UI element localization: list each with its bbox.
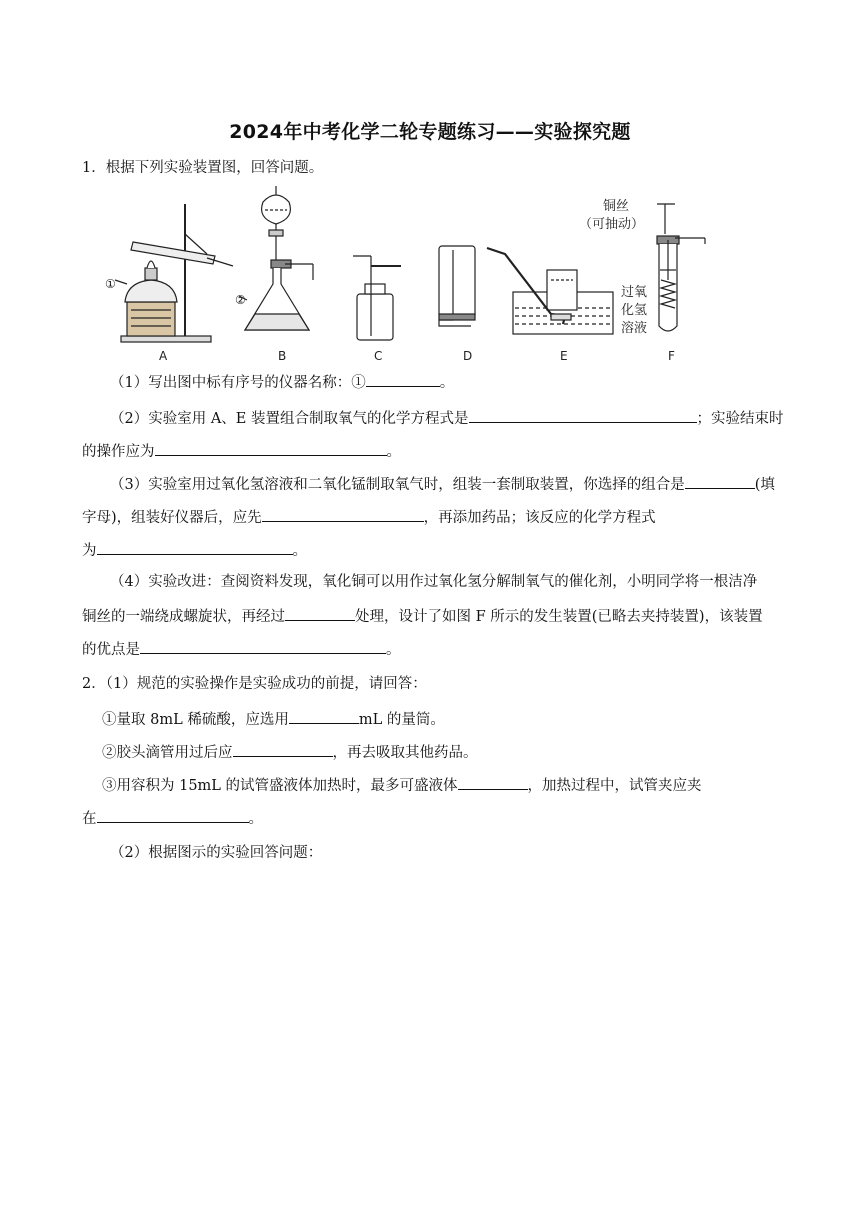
apparatus-a [115, 204, 233, 342]
q1-part2-line2: 的操作应为 。 [82, 440, 401, 462]
q1-part4-line3: 的优点是 。 [82, 638, 401, 660]
apparatus-e [487, 248, 613, 334]
answer-blank-2[interactable] [469, 407, 697, 423]
answer-blank-5[interactable] [262, 506, 424, 522]
marker-1-label: ① [105, 277, 116, 291]
label-c: C [374, 349, 383, 363]
answer-blank-9[interactable] [289, 708, 359, 724]
answer-blank-1[interactable] [366, 371, 440, 387]
q2-stem: 2．（1）规范的实验操作是实验成功的前提，请回答： [82, 676, 427, 692]
page-title: 2024年中考化学二轮专题练习——实验探究题 [229, 121, 631, 143]
q2-sub1: ①量取 8mL 稀硫酸，应选用 mL 的量筒。 [102, 708, 445, 730]
q1-stem: 1．根据下列实验装置图，回答问题。 [82, 160, 324, 176]
q2-sub3-line2: 在 。 [82, 807, 263, 829]
h2o2-label-1: 过氧 [621, 285, 648, 300]
q2-sub2: ②胶头滴管用过后应 ，再去吸取其他药品。 [102, 741, 478, 763]
q1-part2-line1: （2）实验室用 A、E 装置组合制取氧气的化学方程式是 ；实验结束时 [110, 407, 784, 429]
answer-blank-8[interactable] [140, 638, 386, 654]
apparatus-b [239, 186, 313, 330]
q2-sub3-line1: ③用容积为 15mL 的试管盛液体加热时，最多可盛液体 ，加热过程中，试管夹应夹 [102, 774, 702, 796]
label-f: F [668, 349, 675, 363]
h2o2-label-3: 溶液 [621, 321, 648, 336]
apparatus-figure [95, 184, 725, 366]
marker-2-label: ② [235, 293, 246, 307]
movable-label: （可抽动） [579, 217, 645, 232]
answer-blank-12[interactable] [97, 807, 249, 823]
label-e: E [560, 349, 568, 363]
copper-wire-label: 铜丝 [603, 199, 630, 214]
q2-part2: （2）根据图示的实验回答问题： [110, 845, 323, 861]
answer-blank-10[interactable] [233, 741, 333, 757]
q1-part4-line2: 铜丝的一端绕成螺旋状，再经过 处理，设计了如图 F 所示的发生装置(已略去夹持装置)，该装置 [82, 605, 763, 627]
answer-blank-6[interactable] [97, 539, 293, 555]
q1-part1: （1）写出图中标有序号的仪器名称：① 。 [110, 371, 454, 393]
q1-part3-line2: 字母)，组装好仪器后，应先 ，再添加药品；该反应的化学方程式 [82, 506, 656, 528]
answer-blank-4[interactable] [685, 473, 755, 489]
answer-blank-3[interactable] [155, 440, 387, 456]
label-b: B [278, 349, 287, 363]
answer-blank-11[interactable] [458, 774, 528, 790]
apparatus-f [657, 204, 705, 331]
apparatus-d [439, 246, 475, 326]
q1-part4-line1: （4）实验改进：查阅资料发现，氧化铜可以用作过氧化氢分解制氧气的催化剂，小明同学将一根洁净 [110, 574, 758, 590]
label-d: D [463, 349, 473, 363]
q1-part3-line1: （3）实验室用过氧化氢溶液和二氧化锰制取氧气时，组装一套制取装置，你选择的组合是 (填 [110, 473, 775, 495]
label-a: A [159, 349, 168, 363]
h2o2-label-2: 化氢 [621, 303, 648, 318]
q1-part3-line3: 为 。 [82, 539, 307, 561]
apparatus-c [353, 256, 401, 340]
answer-blank-7[interactable] [285, 605, 355, 621]
